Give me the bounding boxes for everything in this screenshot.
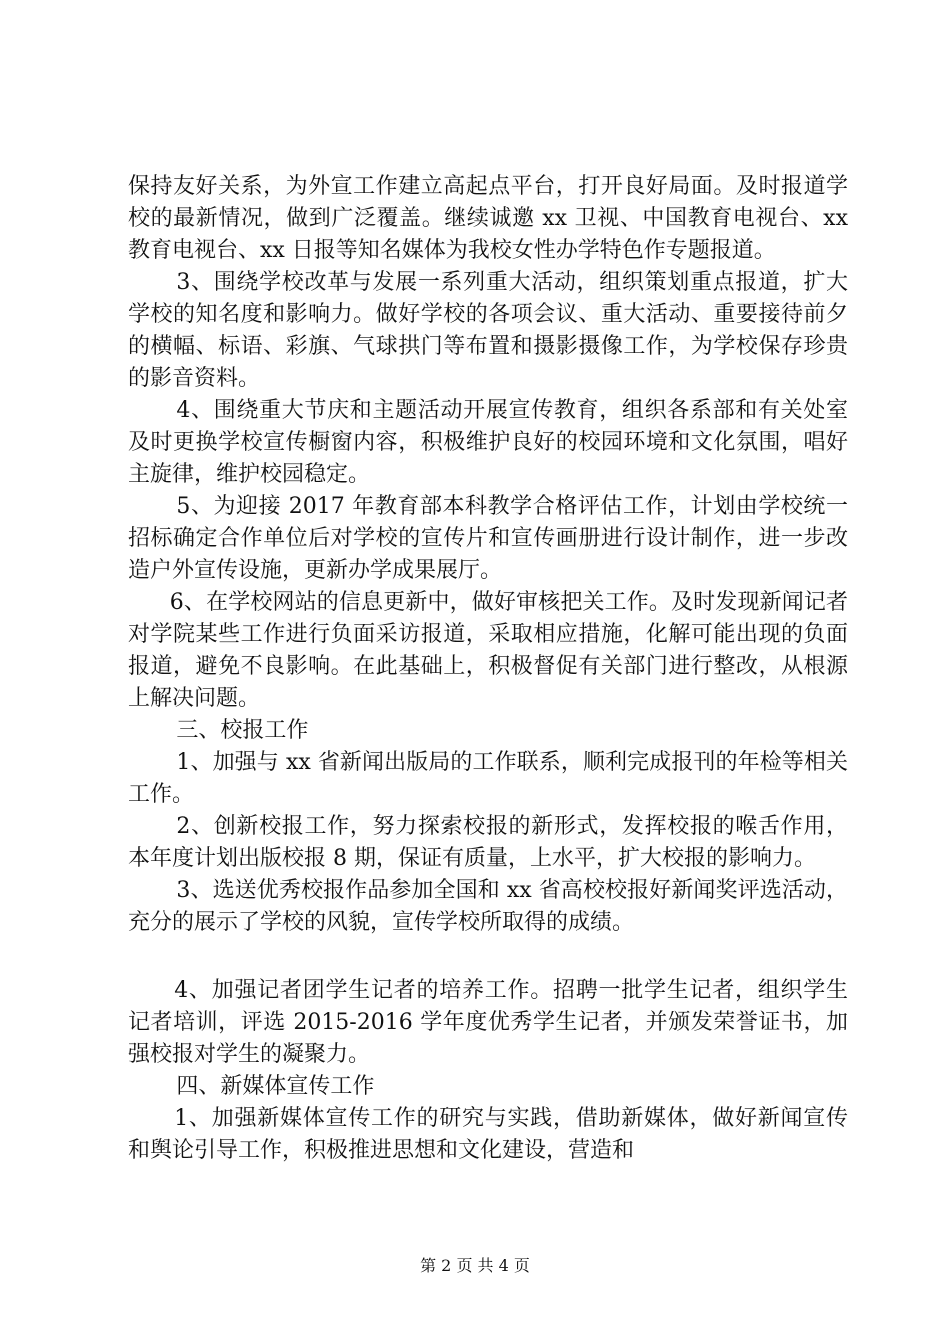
paragraph-item-5: 5、为迎接 2017 年教育部本科教学合格评估工作，计划由学校统一招标确定合作单位后对学校的宣传片和宣传画册进行设计制作，进一步改造户外宣传设施，更新办学成果展厅。 [128,494,848,583]
paragraph-item-6: 6、在学校网站的信息更新中，做好审核把关工作。及时发现新闻记者对学院某些工作进行负面采访报道，采取相应措施，化解可能出现的负面报道，避免不良影响。在此基础上，积极督促有关部门进行整改，从根源上解决问题。 [128,590,848,711]
paragraph-new-media-item-1: 1、加强新媒体宣传工作的研究与实践，借助新媒体，做好新闻宣传和舆论引导工作，积极推进思想和文化建设，营造和 [128,1106,848,1163]
document-body [128,171,848,1167]
section-heading-school-newspaper: 三、校报工作 [176,718,309,743]
section-heading-new-media: 四、新媒体宣传工作 [176,1074,375,1099]
paragraph-item-3: 3、围绕学校改革与发展一系列重大活动，组织策划重点报道，扩大学校的知名度和影响力。做好学校的各项会议、重大活动、重要接待前夕的横幅、标语、彩旗、气球拱门等布置和摄影摄像工作，为学校保存珍贵的影音资料。 [128,270,848,391]
paragraph-newspaper-item-4: 4、加强记者团学生记者的培养工作。招聘一批学生记者，组织学生记者培训，评选 2015-2016 学年度优秀学生记者，并颁发荣誉证书，加强校报对学生的凝聚力。 [128,978,848,1067]
paragraph-newspaper-item-2: 2、创新校报工作，努力探索校报的新形式，发挥校报的喉舌作用，本年度计划出版校报 8 期，保证有质量，上水平，扩大校报的影响力。 [128,814,848,871]
paragraph-continuation: 保持友好关系，为外宣工作建立高起点平台，打开良好局面。及时报道学校的最新情况，做到广泛覆盖。继续诚邀 xx 卫视、中国教育电视台、xx 教育电视台、xx 日报等知名媒体为我校女性办学特色作专题报道。 [128,174,848,263]
paragraph-item-4: 4、围绕重大节庆和主题活动开展宣传教育，组织各系部和有关处室及时更换学校宣传橱窗内容，积极维护良好的校园环境和文化氛围，唱好主旋律，维护校园稳定。 [128,398,848,487]
paragraph-gap [128,939,848,975]
page-number-footer: 第 2 页 共 4 页 [420,1256,530,1275]
paragraph-newspaper-item-3: 3、选送优秀校报作品参加全国和 xx 省高校校报好新闻奖评选活动，充分的展示了学校的风貌，宣传学校所取得的成绩。 [128,878,848,935]
paragraph-newspaper-item-1: 1、加强与 xx 省新闻出版局的工作联系，顺利完成报刊的年检等相关工作。 [128,750,848,807]
